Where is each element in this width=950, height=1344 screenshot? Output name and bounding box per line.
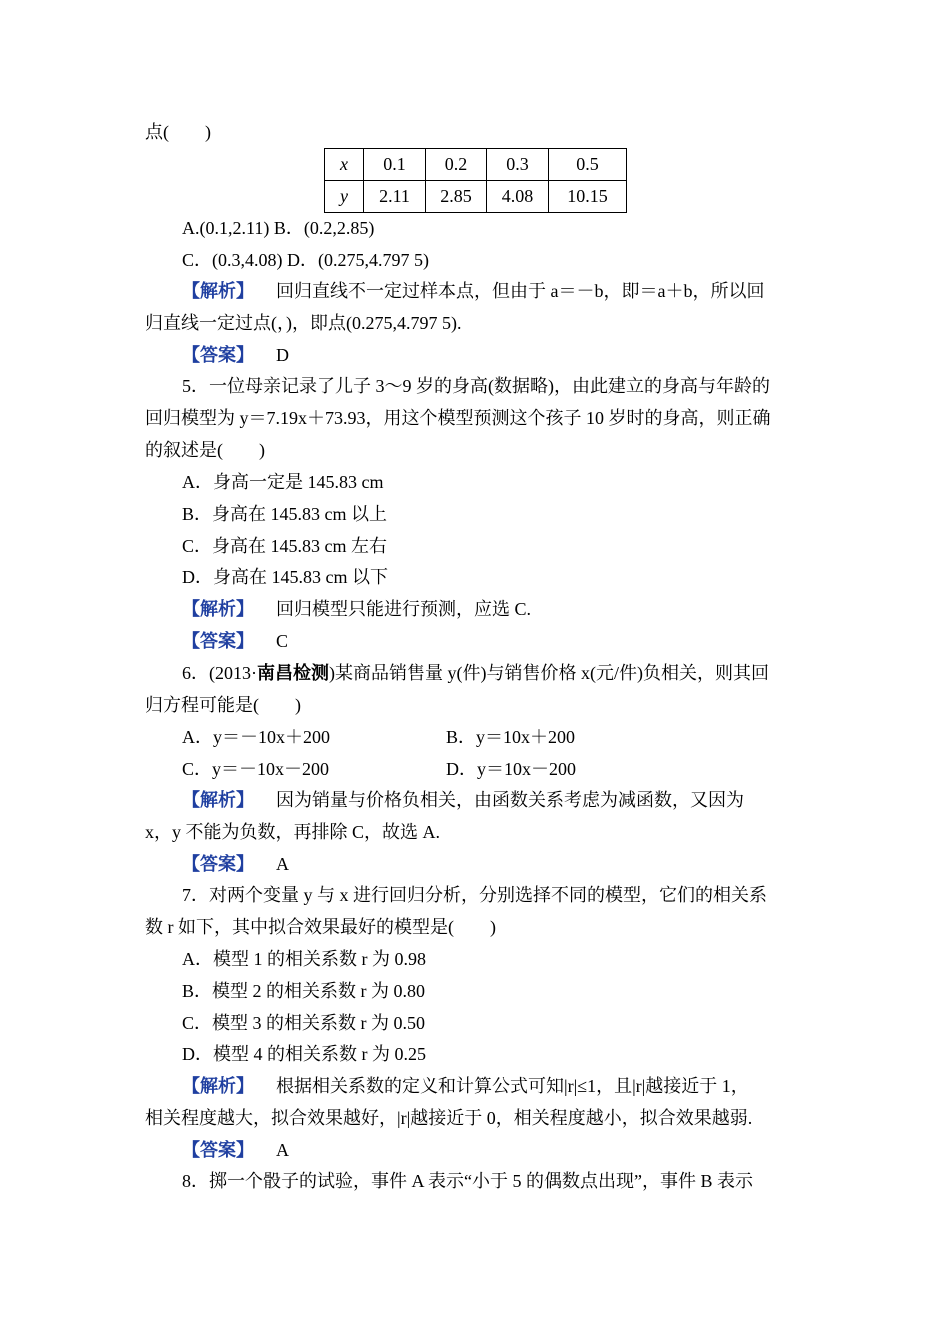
q7-answer — [182, 1138, 289, 1162]
table-cell: 0.2 — [426, 149, 487, 181]
table-header-y: y — [325, 181, 364, 213]
question-text: )某商品销售量 y(件)与销售价格 x(元/件)负相关，则其回 — [329, 663, 769, 683]
q6-option-c: C．y＝－10x－200 — [182, 759, 330, 779]
q7-option-d: D．模型 4 的相关系数 r 为 0.25 — [182, 1044, 426, 1064]
table-cell: 0.1 — [364, 149, 426, 181]
q6-analysis — [182, 788, 744, 812]
table-row-y — [325, 181, 627, 213]
q5-stem-3: 的叙述是( ) — [145, 440, 265, 460]
table-row-x — [325, 149, 627, 181]
question-source: 南昌检测 — [257, 663, 329, 683]
analysis-label: 【解析】 — [182, 599, 254, 619]
q4-tail: 点( ) — [145, 122, 211, 142]
analysis-text: 回归直线不一定过样本点，但由于 a＝－b，即＝a＋b，所以回 — [276, 281, 765, 301]
answer-label: 【答案】 — [182, 854, 254, 874]
answer-label: 【答案】 — [182, 345, 254, 365]
q7-stem-1: 7．对两个变量 y 与 x 进行回归分析，分别选择不同的模型，它们的相关系 — [182, 885, 767, 905]
answer-label: 【答案】 — [182, 1140, 254, 1160]
q4-analysis-cont: 归直线一定过点(，)，即点(0.275,4.797 5). — [145, 313, 462, 333]
q6-option-d: D．y＝10x－200 — [446, 759, 576, 779]
table-cell: 0.3 — [487, 149, 549, 181]
question-number: 6．(2013· — [182, 663, 257, 683]
table-cell: 2.11 — [364, 181, 426, 213]
analysis-text: 根据相关系数的定义和计算公式可知|r|≤1，且|r|越接近于 1， — [276, 1076, 749, 1096]
table-cell: 2.85 — [426, 181, 487, 213]
analysis-label: 【解析】 — [182, 1076, 254, 1096]
q5-option-d: D．身高在 145.83 cm 以下 — [182, 567, 388, 587]
answer-value: A — [276, 1140, 289, 1160]
q6-analysis-cont: x，y 不能为负数，再排除 C，故选 A. — [145, 822, 441, 842]
q5-analysis — [182, 597, 531, 621]
q4-options-cd: C．(0.3,4.08) D．(0.275,4.797 5) — [182, 250, 429, 270]
q7-option-b: B．模型 2 的相关系数 r 为 0.80 — [182, 981, 425, 1001]
answer-value: A — [276, 854, 289, 874]
q6-stem-1 — [182, 661, 769, 685]
data-table — [324, 148, 627, 213]
q4-analysis — [182, 279, 764, 303]
answer-value: C — [276, 631, 289, 651]
q6-option-b: B．y＝10x＋200 — [446, 727, 576, 747]
answer-value: D — [276, 345, 289, 365]
analysis-text: 回归模型只能进行预测，应选 C. — [276, 599, 532, 619]
answer-label: 【答案】 — [182, 631, 254, 651]
q5-option-c: C．身高在 145.83 cm 左右 — [182, 536, 387, 556]
q5-answer — [182, 629, 288, 653]
q5-option-b: B．身高在 145.83 cm 以上 — [182, 504, 387, 524]
q6-option-a: A．y＝－10x＋200 — [182, 727, 330, 747]
q7-analysis — [182, 1074, 749, 1098]
analysis-label: 【解析】 — [182, 281, 254, 301]
q7-analysis-cont: 相关程度越大，拟合效果越好，|r|越接近于 0，相关程度越小，拟合效果越弱. — [145, 1108, 753, 1128]
table-cell: 4.08 — [487, 181, 549, 213]
q7-option-a: A．模型 1 的相关系数 r 为 0.98 — [182, 949, 426, 969]
table-cell: 0.5 — [549, 149, 627, 181]
analysis-label: 【解析】 — [182, 790, 254, 810]
analysis-text: 因为销量与价格负相关，由函数关系考虑为减函数，又因为 — [276, 790, 744, 810]
q7-stem-2: 数 r 如下，其中拟合效果最好的模型是( ) — [145, 917, 496, 937]
q5-stem-1: 5．一位母亲记录了儿子 3～9 岁的身高(数据略)，由此建立的身高与年龄的 — [182, 376, 770, 396]
q4-options-ab: A.(0.1,2.11) B．(0.2,2.85) — [182, 218, 375, 238]
q6-stem-2: 归方程可能是( ) — [145, 695, 301, 715]
q4-answer — [182, 343, 289, 367]
table-header-x: x — [325, 149, 364, 181]
q6-answer — [182, 852, 289, 876]
q7-option-c: C．模型 3 的相关系数 r 为 0.50 — [182, 1013, 425, 1033]
q5-stem-2: 回归模型为 y＝7.19x＋73.93，用这个模型预测这个孩子 10 岁时的身高，则正确 — [145, 408, 771, 428]
q8-stem-1: 8．掷一个骰子的试验，事件 A 表示“小于 5 的偶数点出现”，事件 B 表示 — [182, 1171, 753, 1191]
q5-option-a: A．身高一定是 145.83 cm — [182, 472, 384, 492]
table-cell: 10.15 — [549, 181, 627, 213]
